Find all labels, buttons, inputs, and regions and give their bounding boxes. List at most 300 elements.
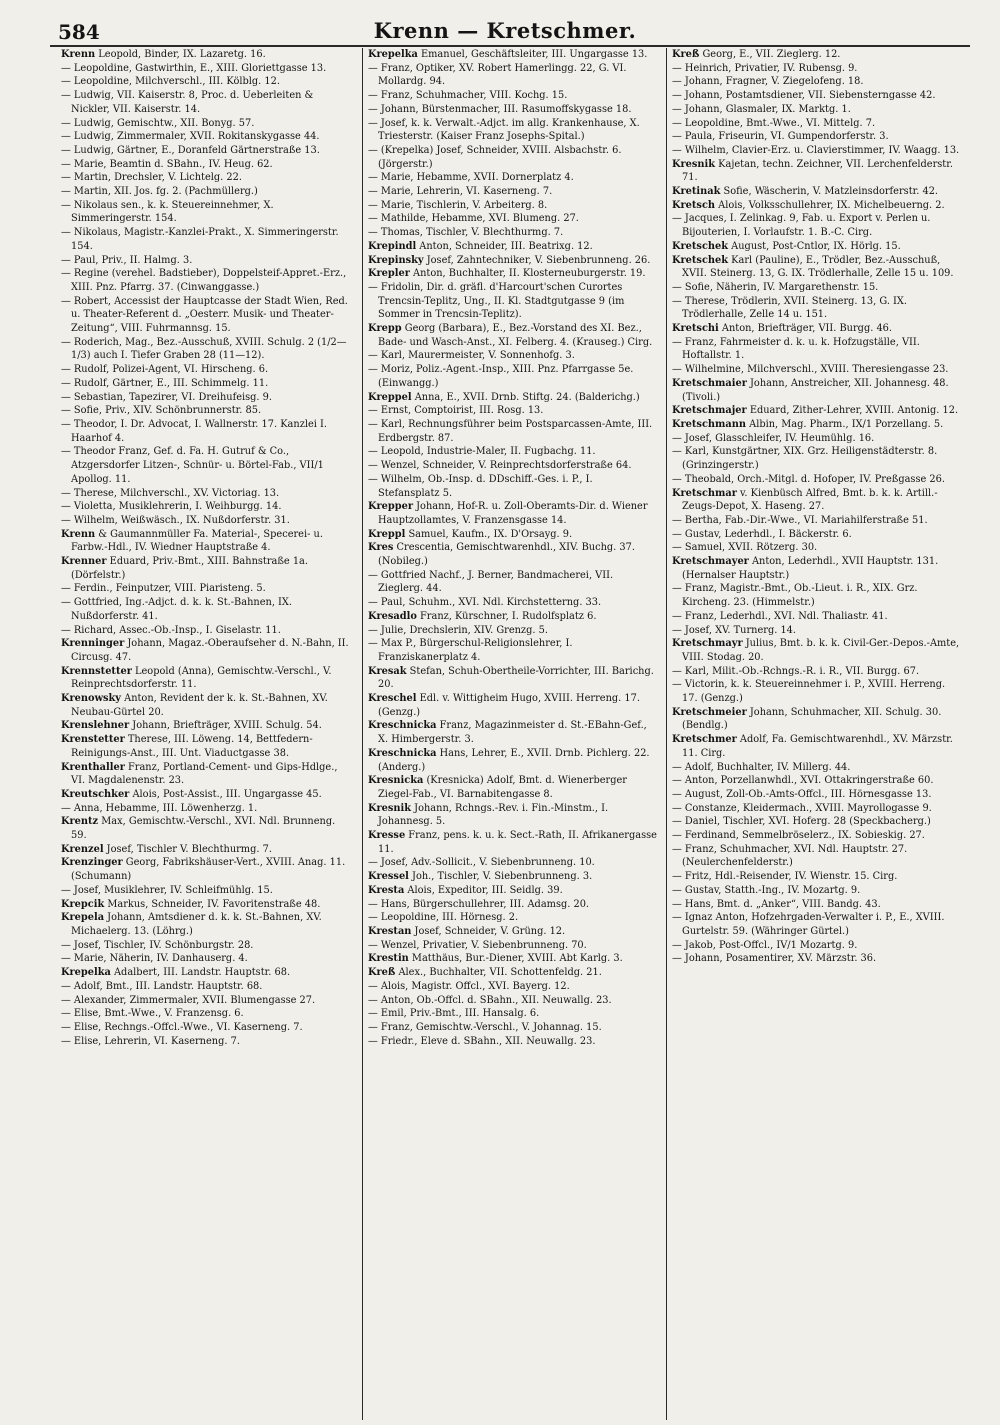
directory-entry xyxy=(368,610,657,624)
entry-surname: Krenowsky xyxy=(61,693,121,705)
entry-text: Anna, E., XVII. Drnb. Stiftg. 24. (Balderichg.) xyxy=(411,391,640,403)
directory-entry xyxy=(368,541,657,568)
directory-entry xyxy=(672,870,961,884)
entry-text: — Wenzel, Privatier, V. Siebenbrunneng. 70. xyxy=(368,939,587,951)
directory-entry xyxy=(368,829,657,856)
entry-surname: Krenzel xyxy=(61,843,104,855)
directory-entry xyxy=(672,199,961,213)
directory-entry xyxy=(61,788,353,802)
directory-entry xyxy=(368,226,657,240)
directory-entry xyxy=(672,774,961,788)
entry-text: — Sebastian, Tapezirer, VI. Dreihufeisg. 9. xyxy=(61,391,272,403)
directory-entry xyxy=(672,445,961,472)
entry-surname: Krenninger xyxy=(61,638,125,650)
directory-entry xyxy=(61,528,353,555)
entry-text: — Constanze, Kleidermach., XVIII. Mayrollogasse 9. xyxy=(672,802,932,814)
entry-surname: Krenzinger xyxy=(61,857,123,869)
entry-text: — Theodor Franz, Gef. d. Fa. H. Gutruf & Co., Atzgersdorfer Litzen-, Schnür- u. Börtel-Fab., VII/1 Apollog. 11. xyxy=(61,446,324,485)
directory-entry xyxy=(672,706,961,733)
entry-text: — Josef, Glasschleifer, IV. Heumühlg. 16. xyxy=(672,432,875,444)
entry-text: Franz, Portland-Cement- und Gips-Hdlge., VI. Magdalenenstr. 23. xyxy=(71,761,338,787)
directory-entry xyxy=(672,939,961,953)
directory-entry xyxy=(61,856,353,883)
directory-entry xyxy=(61,637,353,664)
entry-text: — Johann, Postamtsdiener, VII. Siebensterngasse 42. xyxy=(672,90,936,102)
entry-text: — Josef, Tischler, IV. Schönburgstr. 28. xyxy=(61,939,254,951)
column-3 xyxy=(666,48,964,1420)
entry-text: — Gustav, Statth.-Ing., IV. Mozartg. 9. xyxy=(672,884,861,896)
entry-text: Josef, Schneider, V. Grüng. 12. xyxy=(411,926,566,937)
entry-text: Karl (Pauline), E., Trödler, Bez.-Ausschuß, XVII. Steinerg. 13, G. IX. Trödlerhalle, Zelle 15 u. 109. xyxy=(682,254,954,280)
entry-text: Georg (Barbara), E., Bez.-Vorstand des XI. Bez., Bade- und Wasch-Anst., XI. Felberg. 4. (Krauseg.) Cirg. xyxy=(378,323,653,348)
entry-text: — Richard, Assec.-Ob.-Insp., I. Giselastr. 11. xyxy=(61,624,281,636)
directory-entry xyxy=(672,665,961,679)
directory-entry xyxy=(368,856,657,870)
entry-text: — Rudolf, Polizei-Agent, VI. Hirscheng. 6. xyxy=(61,364,269,376)
directory-entry xyxy=(672,432,961,446)
entry-surname: Kresnik xyxy=(368,802,412,814)
entry-surname: Kretschmayer xyxy=(672,556,749,568)
entry-text: Anton, Lederhdl., XVII Hauptstr. 131. (Hernalser Hauptstr.) xyxy=(682,556,939,581)
directory-entry xyxy=(61,363,353,377)
directory-entry xyxy=(61,939,353,953)
entry-surname: Krepela xyxy=(61,912,105,924)
directory-entry xyxy=(672,678,961,705)
entry-text: — Adolf, Bmt., III. Landstr. Hauptstr. 68. xyxy=(61,980,263,992)
directory-entry xyxy=(61,802,353,816)
directory-entry xyxy=(368,980,657,994)
entry-surname: Krestin xyxy=(368,953,409,965)
entry-text: — Ludwig, VII. Kaiserstr. 8, Proc. d. Ueberleiten & Nickler, VII. Kaiserstr. 14. xyxy=(61,90,314,115)
directory-entry xyxy=(672,281,961,295)
entry-surname: Krenn xyxy=(61,49,96,60)
entry-text: Adolf, Fa. Gemischtwarenhdl., XV. Märzstr. 11. Cirg. xyxy=(682,734,953,759)
directory-entry xyxy=(672,144,961,158)
entry-text: Crescentia, Gemischtwarenhdl., XIV. Buchg. 37. (Nobileg.) xyxy=(378,542,635,568)
directory-entry xyxy=(368,185,657,199)
directory-entry xyxy=(368,281,657,322)
directory-entry xyxy=(672,829,961,843)
entry-surname: Kreppl xyxy=(368,528,406,540)
entry-text: — Bertha, Fab.-Dir.-Wwe., VI. Mariahilferstraße 51. xyxy=(672,514,928,526)
entry-text: — Martin, XII. Jos. fg. 2. (Pachmüllerg.) xyxy=(61,186,258,198)
directory-entry xyxy=(61,199,353,226)
entry-surname: Kretschi xyxy=(672,323,719,335)
entry-surname: Krepcik xyxy=(61,898,105,910)
entry-text: — Ludwig, Zimmermaler, XVII. Rokitanskygasse 44. xyxy=(61,131,320,143)
directory-entry xyxy=(61,500,353,514)
directory-entry xyxy=(672,103,961,117)
directory-entry xyxy=(368,966,657,980)
directory-entry xyxy=(672,911,961,938)
entry-surname: Kretschmaier xyxy=(672,377,747,389)
entry-text: Eduard, Priv.-Bmt., XIII. Bahnstraße 1a. (Dörfelstr.) xyxy=(71,556,309,581)
directory-entry xyxy=(672,815,961,829)
entry-text: Anton, Revident der k. k. St.-Bahnen, XV. Neubau-Gürtel 20. xyxy=(71,693,328,718)
directory-entry xyxy=(672,843,961,870)
directory-entry xyxy=(368,884,657,898)
entry-text: — Rudolf, Gärtner, E., III. Schimmelg. 11. xyxy=(61,377,269,389)
entry-text: — Franz, Schuhmacher, XVI. Ndl. Hauptstr. 27. (Neulerchenfelderstr.) xyxy=(672,843,908,869)
entry-surname: Kres xyxy=(368,542,394,554)
directory-entry xyxy=(368,445,657,459)
entry-text: Therese, III. Löweng. 14, Bettfedern-Reinigungs-Anst., III. Unt. Viaductgasse 38. xyxy=(71,734,313,759)
directory-entry xyxy=(368,363,657,390)
entry-text: — Elise, Bmt.-Wwe., V. Franzensg. 6. xyxy=(61,1008,244,1020)
entry-text: — Fridolin, Dir. d. gräfl. d'Harcourt'schen Curortes Trencsin-Teplitz, Ung., II. Kl. Stadtgutgasse 9 (im Sommer in Trencsin-Teplitz). xyxy=(368,281,625,321)
entry-text: — Roderich, Mag., Bez.-Ausschuß, XVIII. Schulg. 2 (1/2—1/3) auch I. Tiefer Graben 28 (11—12). xyxy=(61,336,347,362)
entry-text: — Franz, Magistr.-Bmt., Ob.-Lieut. i. R., XIX. Grz. Kircheng. 23. (Himmelstr.) xyxy=(672,583,918,609)
directory-entry xyxy=(368,1035,657,1049)
directory-entry xyxy=(61,966,353,980)
entry-text: Franz, Magazinmeister d. St.-EBahn-Gef., X. Himbergerstr. 3. xyxy=(378,720,647,746)
entry-text: — Josef, Adv.-Sollicit., V. Siebenbrunneng. 10. xyxy=(368,857,595,869)
entry-text: Johann, Rchngs.-Rev. i. Fin.-Minstm., I. Johannesg. 5. xyxy=(378,802,609,828)
directory-entry xyxy=(61,994,353,1008)
entry-surname: Krenn xyxy=(61,528,96,540)
entry-surname: Kretschek xyxy=(672,254,729,266)
entry-text: — Theobald, Orch.-Mitgl. d. Hofoper, IV. Preßgasse 26. xyxy=(672,473,945,485)
directory-entry xyxy=(672,624,961,638)
entry-surname: Krenthaller xyxy=(61,761,125,773)
directory-entry xyxy=(61,267,353,294)
entry-surname: Krepler xyxy=(368,268,410,280)
entry-text: — Adolf, Buchhalter, IV. Millerg. 44. xyxy=(672,761,851,773)
entry-text: — Emil, Priv.-Bmt., III. Hansalg. 6. xyxy=(368,1008,540,1020)
directory-entry xyxy=(368,719,657,746)
directory-entry xyxy=(368,596,657,610)
directory-entry xyxy=(672,582,961,609)
directory-entry xyxy=(672,487,961,514)
directory-entry xyxy=(61,117,353,131)
entry-text: — Franz, Fahrmeister d. k. u. k. Hofzugställe, VII. Hoftallstr. 1. xyxy=(672,336,920,362)
entry-surname: Kreschnicka xyxy=(368,747,437,759)
entry-surname: Kretschmeier xyxy=(672,706,747,718)
directory-entry xyxy=(368,665,657,692)
entry-text: — Sofie, Priv., XIV. Schönbrunnerstr. 85. xyxy=(61,405,262,417)
directory-entry xyxy=(368,322,657,349)
entry-surname: Krepelka xyxy=(368,49,418,60)
entry-text: — Ferdin., Feinputzer, VIII. Piaristeng. 5. xyxy=(61,583,266,595)
entry-text: Markus, Schneider, IV. Favoritenstraße 48. xyxy=(104,898,321,910)
entry-surname: Kresnicka xyxy=(368,775,424,787)
page-number: 584 xyxy=(58,20,100,44)
entry-text: — Franz, Lederhdl., XVI. Ndl. Thaliastr. 41. xyxy=(672,610,888,622)
entry-text: — Hans, Bürgerschullehrer, III. Adamsg. 20. xyxy=(368,898,590,910)
entry-text: Leopold, Binder, IX. Lazaretg. 16. xyxy=(95,49,266,60)
entry-text: Edl. v. Wittigheim Hugo, XVIII. Herreng. 17. (Genzg.) xyxy=(378,693,640,718)
entry-text: Johann, Anstreicher, XII. Johannesg. 48. (Tivoli.) xyxy=(682,377,949,403)
directory-entry xyxy=(672,240,961,254)
entry-surname: Krennstetter xyxy=(61,665,132,677)
directory-entry xyxy=(368,117,657,144)
directory-entry xyxy=(368,952,657,966)
entry-surname: Krepp xyxy=(368,323,402,335)
directory-entry xyxy=(368,692,657,719)
entry-text: — Friedr., Eleve d. SBahn., XII. Neuwallg. 23. xyxy=(368,1035,596,1047)
header-rule xyxy=(50,45,970,47)
directory-entry xyxy=(368,898,657,912)
entry-text: — Wenzel, Schneider, V. Reinprechtsdorferstraße 64. xyxy=(368,460,632,472)
directory-entry xyxy=(672,295,961,322)
entry-text: — Gottfried, Ing.-Adjct. d. k. k. St.-Bahnen, IX. Nußdorferstr. 41. xyxy=(61,597,293,622)
entry-text: — Karl, Milit.-Ob.-Rchngs.-R. i. R., VII. Burgg. 67. xyxy=(672,665,920,677)
entry-text: Johann, Briefträger, XVIII. Schulg. 54. xyxy=(129,720,322,732)
entry-text: — Ignaz Anton, Hofzehrgaden-Verwalter i. P., E., XVIII. Gurtelstr. 59. (Währinger Gürtel.) xyxy=(672,912,945,937)
directory-entry xyxy=(61,624,353,638)
entry-text: — Franz, Optiker, XV. Robert Hamerlingg. 22, G. VI. Mollardg. 94. xyxy=(368,62,627,88)
entry-text: — Anton, Porzellanwhdl., XVI. Ottakringerstraße 60. xyxy=(672,775,934,787)
directory-entry xyxy=(61,582,353,596)
entry-text: — Leopoldine, III. Hörnesg. 2. xyxy=(368,912,519,924)
entry-text: — Leopoldine, Bmt.-Wwe., VI. Mittelg. 7. xyxy=(672,117,876,129)
directory-entry xyxy=(368,144,657,171)
entry-text: Albin, Mag. Pharm., IX/1 Porzellang. 5. xyxy=(746,418,944,430)
entry-text: — Therese, Milchverschl., XV. Victoriag. 13. xyxy=(61,487,280,499)
entry-text: — Robert, Accessist der Hauptcasse der Stadt Wien, Red. u. Theater-Referent d. „Oesterr. Musik- und Theater-Zeitung“, VIII. Fuhrmannsg. 15. xyxy=(61,295,348,335)
entry-text: & Gaumannmüller Fa. Material-, Specerei- u. Farbw.-Hdl., IV. Wiedner Hauptstraße 4. xyxy=(71,528,323,554)
entry-text: — Violetta, Musiklehrerin, I. Weihburgg. 14. xyxy=(61,501,282,513)
entry-text: Alex., Buchhalter, VII. Schottenfeldg. 21. xyxy=(395,967,602,979)
entry-surname: Krepindl xyxy=(368,240,417,252)
directory-entry xyxy=(672,62,961,76)
directory-entry xyxy=(368,418,657,445)
directory-entry xyxy=(368,171,657,185)
directory-entry xyxy=(61,1007,353,1021)
entry-text: — Mathilde, Hebamme, XVI. Blumeng. 27. xyxy=(368,213,579,225)
directory-entry xyxy=(672,363,961,377)
entry-surname: Kresta xyxy=(368,884,405,896)
directory-entry xyxy=(672,89,961,103)
entry-surname: Krepinsky xyxy=(368,254,424,266)
entry-surname: Kreß xyxy=(672,49,700,60)
entry-text: — Ferdinand, Semmelbröselerz., IX. Sobieskig. 27. xyxy=(672,830,925,842)
entry-text: Leopold (Anna), Gemischtw.-Verschl., V. Reinprechtsdorferstr. 11. xyxy=(71,665,332,691)
directory-entry xyxy=(61,980,353,994)
directory-entry xyxy=(61,514,353,528)
directory-entry xyxy=(672,336,961,363)
column-2 xyxy=(362,48,660,1420)
directory-entry xyxy=(61,815,353,842)
directory-entry xyxy=(672,130,961,144)
page-header xyxy=(40,12,970,42)
entry-surname: Kresnik xyxy=(672,158,716,170)
directory-entry xyxy=(672,75,961,89)
entry-text: — Josef, XV. Turnerg. 14. xyxy=(672,624,797,636)
directory-entry xyxy=(672,377,961,404)
entry-text: Anton, Briefträger, VII. Burgg. 46. xyxy=(718,323,893,335)
entry-text: — Nikolaus, Magistr.-Kanzlei-Prakt., X. Simmeringerstr. 154. xyxy=(61,227,339,252)
directory-entry xyxy=(368,747,657,774)
directory-entry xyxy=(61,377,353,391)
entry-text: Max, Gemischtw.-Verschl., XVI. Ndl. Brunneng. 59. xyxy=(71,816,336,842)
entry-text: Emanuel, Geschäftsleiter, III. Ungargasse 13. xyxy=(417,49,648,60)
directory-entry xyxy=(61,75,353,89)
directory-entry xyxy=(61,89,353,116)
entry-surname: Krepelka xyxy=(61,967,111,979)
directory-entry xyxy=(61,336,353,363)
entry-surname: Krepper xyxy=(368,501,414,513)
directory-entry xyxy=(61,418,353,445)
entry-surname: Kretschmajer xyxy=(672,405,747,417)
directory-entry xyxy=(61,487,353,501)
directory-entry xyxy=(61,158,353,172)
entry-surname: Kreutschker xyxy=(61,788,130,800)
directory-entry xyxy=(672,898,961,912)
entry-surname: Kreschnicka xyxy=(368,720,437,732)
directory-entry xyxy=(368,1007,657,1021)
entry-surname: Kretschmar xyxy=(672,487,737,499)
entry-text: — Wilhelmine, Milchverschl., XVIII. Theresiengasse 23. xyxy=(672,364,949,376)
directory-entry xyxy=(61,1035,353,1049)
entry-surname: Kretschmayr xyxy=(672,638,743,650)
entry-text: Kajetan, techn. Zeichner, VII. Lerchenfelderstr. 71. xyxy=(682,158,953,184)
entry-text: Alois, Volksschullehrer, IX. Michelbeuerng. 2. xyxy=(715,199,945,211)
entry-surname: Kretschek xyxy=(672,240,729,252)
directory-entry xyxy=(368,528,657,542)
entry-text: — Jakob, Post-Offcl., IV/1 Mozartg. 9. xyxy=(672,939,858,951)
entry-text: — Jacques, I. Zelinkag. 9, Fab. u. Export v. Perlen u. Bijouterien, I. Vorlaufstr. 1. B.-C. Cirg. xyxy=(672,213,931,239)
directory-entry xyxy=(61,843,353,857)
entry-text: — Max P., Bürgerschul-Religionslehrer, I. Franziskanerplatz 4. xyxy=(368,638,573,663)
directory-entry xyxy=(61,62,353,76)
entry-text: — Paula, Friseurin, VI. Gumpendorferstr. 3. xyxy=(672,131,889,143)
directory-entry xyxy=(61,130,353,144)
entry-surname: Krenstetter xyxy=(61,734,125,746)
directory-entry xyxy=(672,541,961,555)
entry-text: — Samuel, XVII. Rötzerg. 30. xyxy=(672,542,818,554)
directory-entry xyxy=(368,459,657,473)
entry-text: — Gustav, Lederhdl., I. Bäckerstr. 6. xyxy=(672,528,852,540)
entry-text: — Johann, Posamentirer, XV. Märzstr. 36. xyxy=(672,953,877,965)
directory-entry xyxy=(368,637,657,664)
directory-entry xyxy=(368,349,657,363)
entry-text: Stefan, Schuh-Obertheile-Vorrichter, III. Barichg. 20. xyxy=(378,665,654,691)
directory-entry xyxy=(368,199,657,213)
directory-entry xyxy=(368,870,657,884)
entry-text: Alois, Post-Assist., III. Ungargasse 45. xyxy=(129,788,322,800)
entry-text: Anton, Schneider, III. Beatrixg. 12. xyxy=(416,240,593,252)
entry-surname: Kresak xyxy=(368,665,407,677)
directory-entry xyxy=(368,500,657,527)
entry-text: — Franz, Gemischtw.-Verschl., V. Johannag. 15. xyxy=(368,1021,602,1033)
entry-text: — Therese, Trödlerin, XVII. Steinerg. 13, G. IX. Trödlerhalle, Zelle 14 u. 151. xyxy=(672,295,908,321)
entry-text: Franz, pens. k. u. k. Sect.-Rath, II. Afrikanergasse 11. xyxy=(378,830,657,855)
directory-entry xyxy=(368,473,657,500)
directory-entry xyxy=(368,1021,657,1035)
entry-text: — Regine (verehel. Badstieber), Doppelsteif-Appret.-Erz., XIII. Pnz. Pfarrg. 37. (Cinwanggasse.) xyxy=(61,268,347,293)
entry-surname: Kretschmer xyxy=(672,734,737,746)
entry-text: — Alexander, Zimmermaler, XVII. Blumengasse 27. xyxy=(61,994,316,1006)
entry-text: — Johann, Glasmaler, IX. Marktg. 1. xyxy=(672,103,851,115)
entry-text: — Hans, Bmt. d. „Anker“, VIII. Bandg. 43. xyxy=(672,898,881,910)
entry-text: Johann, Schuhmacher, XII. Schulg. 30. (Bendlg.) xyxy=(682,706,942,732)
directory-entry xyxy=(61,596,353,623)
directory-entry xyxy=(672,418,961,432)
entry-text: — (Krepelka) Josef, Schneider, XVIII. Alsbachstr. 6. (Jörgerstr.) xyxy=(368,144,622,170)
entry-text: — Josef, Musiklehrer, IV. Schleifmühlg. 15. xyxy=(61,884,273,896)
entry-text: — Alois, Magistr. Offcl., XVI. Bayerg. 12. xyxy=(368,980,570,992)
entry-text: — Anna, Hebamme, III. Löwenherzg. 1. xyxy=(61,802,258,814)
entry-text: — Karl, Rechnungsführer beim Postsparcassen-Amte, III. Erdbergstr. 87. xyxy=(368,418,653,444)
directory-entry xyxy=(672,322,961,336)
entry-surname: Krentz xyxy=(61,816,99,828)
directory-entry xyxy=(368,89,657,103)
directory-entry xyxy=(672,555,961,582)
directory-entry xyxy=(672,788,961,802)
entry-surname: Kressel xyxy=(368,871,409,883)
entry-text: — Elise, Rechngs.-Offcl.-Wwe., VI. Kaserneng. 7. xyxy=(61,1021,303,1033)
directory-entry xyxy=(61,911,353,938)
directory-entry xyxy=(61,665,353,692)
entry-text: — Martin, Drechsler, V. Lichtelg. 22. xyxy=(61,172,242,184)
entry-surname: Kretsch xyxy=(672,199,716,211)
entry-text: — Ernst, Comptoirist, III. Rosg. 13. xyxy=(368,405,544,417)
directory-entry xyxy=(61,171,353,185)
entry-surname: Kreppel xyxy=(368,391,412,403)
entry-text: — Nikolaus sen., k. k. Steuereinnehmer, X. Simmeringerstr. 154. xyxy=(61,199,274,225)
directory-entry xyxy=(368,911,657,925)
entry-text: — Karl, Maurermeister, V. Sonnenhofg. 3. xyxy=(368,350,575,362)
directory-entry xyxy=(61,692,353,719)
directory-entry xyxy=(368,994,657,1008)
directory-columns xyxy=(58,48,970,1420)
directory-entry xyxy=(61,404,353,418)
entry-surname: Kreß xyxy=(368,967,396,979)
entry-text: — Theodor, I. Dr. Advocat, I. Wallnerstr. 17. Kanzlei I. Haarhof 4. xyxy=(61,418,328,444)
directory-entry xyxy=(368,774,657,801)
entry-text: — Moriz, Poliz.-Agent.-Insp., XIII. Pnz. Pfarrgasse 5e. (Einwangg.) xyxy=(368,364,634,389)
entry-text: Matthäus, Bur.-Diener, XVIII. Abt Karlg. 3. xyxy=(408,953,623,965)
entry-text: Georg, Fabrikshäuser-Vert., XVIII. Anag. 11. (Schumann) xyxy=(71,857,346,883)
directory-entry xyxy=(61,884,353,898)
directory-entry xyxy=(368,267,657,281)
entry-text: Josef, Tischler V. Blechthurmg. 7. xyxy=(103,843,272,855)
directory-entry xyxy=(672,761,961,775)
entry-text: — Fritz, Hdl.-Reisender, IV. Wienstr. 15. Cirg. xyxy=(672,871,898,883)
directory-entry xyxy=(672,404,961,418)
directory-entry xyxy=(672,528,961,542)
entry-text: — Elise, Lehrerin, VI. Kaserneng. 7. xyxy=(61,1035,240,1047)
directory-entry xyxy=(672,185,961,199)
entry-text: Samuel, Kaufm., IX. D'Orsayg. 9. xyxy=(405,528,573,540)
entry-text: — Ludwig, Gemischtw., XII. Bonyg. 57. xyxy=(61,117,255,129)
directory-entry xyxy=(61,295,353,336)
directory-entry xyxy=(61,719,353,733)
directory-entry xyxy=(368,569,657,596)
directory-entry xyxy=(672,158,961,185)
directory-entry xyxy=(368,103,657,117)
entry-text: — August, Zoll-Ob.-Amts-Offcl., III. Hörnesgasse 13. xyxy=(672,788,932,800)
entry-text: Joh., Tischler, V. Siebenbrunneng. 3. xyxy=(408,871,593,883)
entry-text: — Wilhelm, Clavier-Erz. u. Clavierstimmer, IV. Waagg. 13. xyxy=(672,144,960,156)
directory-entry xyxy=(61,1021,353,1035)
directory-entry xyxy=(672,733,961,760)
entry-surname: Kresadlo xyxy=(368,610,417,622)
entry-text: Julius, Bmt. b. k. k. Civil-Ger.-Depos.-Amte, VIII. Stodag. 20. xyxy=(682,638,960,663)
entry-text: — Marie, Hebamme, XVII. Dornerplatz 4. xyxy=(368,172,574,184)
directory-entry xyxy=(672,514,961,528)
directory-entry xyxy=(61,733,353,760)
directory-entry xyxy=(61,898,353,912)
directory-entry xyxy=(61,391,353,405)
entry-surname: Kreschel xyxy=(368,693,417,705)
directory-entry xyxy=(368,240,657,254)
entry-text: — Johann, Fragner, V. Ziegelofeng. 18. xyxy=(672,76,864,88)
entry-text: — Paul, Schuhm., XVI. Ndl. Kirchstetterng. 33. xyxy=(368,597,602,609)
entry-text: — Wilhelm, Ob.-Insp. d. DDschiff.-Ges. i. P., I. Stefansplatz 5. xyxy=(368,473,593,499)
directory-entry xyxy=(368,802,657,829)
